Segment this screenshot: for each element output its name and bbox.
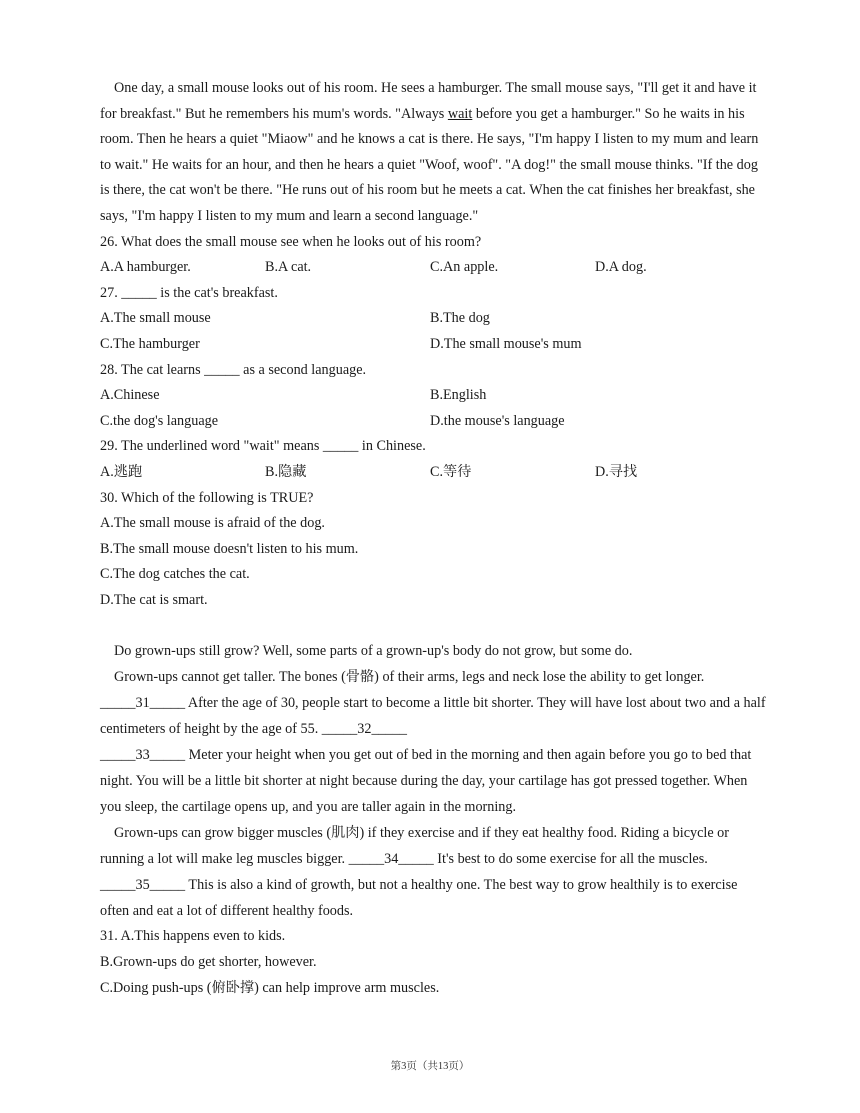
question-28-stem: 28. The cat learns _____ as a second language. [100, 361, 367, 378]
option-b[interactable]: B.The dog [430, 310, 490, 327]
passage-2-paragraph-2-line-1: Grown-ups cannot get taller. The bones (骨骼) of their arms, legs and neck lose the ability to get longer. [114, 669, 705, 686]
question-27-stem: 27. _____ is the cat's breakfast. [100, 284, 278, 301]
question-31-option-b[interactable]: B.Grown-ups do get shorter, however. [100, 954, 317, 971]
option-a[interactable]: A.逃跑 [100, 463, 143, 480]
question-30-stem: 30. Which of the following is TRUE? [100, 489, 314, 506]
underlined-word: wait [447, 105, 473, 122]
option-a[interactable]: A.The small mouse [100, 310, 211, 327]
passage-1-text-a: One day, a small mouse looks out of his room. He sees a hamburger. The small mouse says, "I'll get it and have it for breakfast." But he remembers his mum's words. "Always [100, 80, 757, 122]
option-a[interactable]: A.The small mouse is afraid of the dog. [100, 515, 325, 532]
passage-2-paragraph-3: _____33_____ Meter your height when you get out of bed in the morning and then again before you go to bed that night. You will be a little bit shorter at night because during the day, your cartilage has got pressed together. When you sleep, the cartilage opens up, and you are taller again in the morning. [100, 747, 752, 815]
passage-1 [100, 76, 768, 230]
option-b[interactable]: B.隐藏 [265, 463, 307, 480]
question-31-option-c[interactable]: C.Doing push-ups (俯卧撑) can help improve arm muscles. [100, 979, 440, 996]
option-d[interactable]: D.The cat is smart. [100, 591, 208, 608]
question-26-options [100, 255, 768, 281]
question-29-options [100, 460, 768, 486]
question-31-option-a[interactable]: 31. A.This happens even to kids. [100, 928, 286, 945]
option-a[interactable]: A.Chinese [100, 387, 160, 404]
passage-2-paragraph-2-line-2: _____31_____ After the age of 30, people start to become a little bit shorter. They will have lost about two and a half centimeters of height by the age of 55. _____32_____ [100, 695, 766, 738]
question-28-options [100, 383, 768, 434]
passage-2 [100, 639, 768, 924]
option-c[interactable]: C.等待 [430, 463, 472, 480]
option-a[interactable]: A.A hamburger. [100, 259, 191, 276]
passage-2-paragraph-4: Grown-ups can grow bigger muscles (肌肉) if they exercise and if they eat healthy food. Riding a bicycle or running a lot will make leg muscles bigger. _____34_____ It's best to do some exercise for all the muscles. [100, 824, 729, 867]
option-b[interactable]: B.The small mouse doesn't listen to his mum. [100, 540, 359, 557]
page-footer: 第3页（共13页） [390, 1061, 470, 1072]
question-26-stem: 26. What does the small mouse see when he looks out of his room? [100, 233, 482, 250]
question-29-stem: 29. The underlined word "wait" means _____ in Chinese. [100, 438, 426, 455]
section-gap [100, 613, 768, 639]
passage-2-paragraph-1: Do grown-ups still grow? Well, some parts of a grown-up's body do not grow, but some do. [114, 643, 633, 660]
page-content [100, 76, 768, 1001]
option-d[interactable]: D.寻找 [595, 463, 638, 480]
option-d[interactable]: D.the mouse's language [430, 412, 565, 429]
option-d[interactable]: D.The small mouse's mum [430, 335, 582, 352]
passage-1-text-b: before you get a hamburger." So he waits in his room. Then he hears a quiet "Miaow" and he knows a cat is there. He says, "I'm happy I listen to my mum and learn to wait." He waits for an hour, and then he hears a quiet "Woof, woof". "A dog!" the small mouse thinks. "If the dog is there, the cat won't be there. "He runs out of his room but he meets a cat. When the cat finishes her breakfast, she says, "I'm happy I listen to my mum and learn a second language." [100, 105, 759, 224]
option-c[interactable]: C.An apple. [430, 259, 499, 276]
option-c[interactable]: C.The hamburger [100, 335, 200, 352]
option-b[interactable]: B.A cat. [265, 259, 312, 276]
option-c[interactable]: C.The dog catches the cat. [100, 566, 250, 583]
option-d[interactable]: D.A dog. [595, 259, 647, 276]
question-27-options [100, 306, 768, 357]
passage-2-paragraph-5: _____35_____ This is also a kind of growth, but not a healthy one. The best way to grow healthily is to exercise often and eat a lot of different healthy foods. [100, 876, 738, 919]
option-b[interactable]: B.English [430, 387, 487, 404]
option-c[interactable]: C.the dog's language [100, 412, 219, 429]
